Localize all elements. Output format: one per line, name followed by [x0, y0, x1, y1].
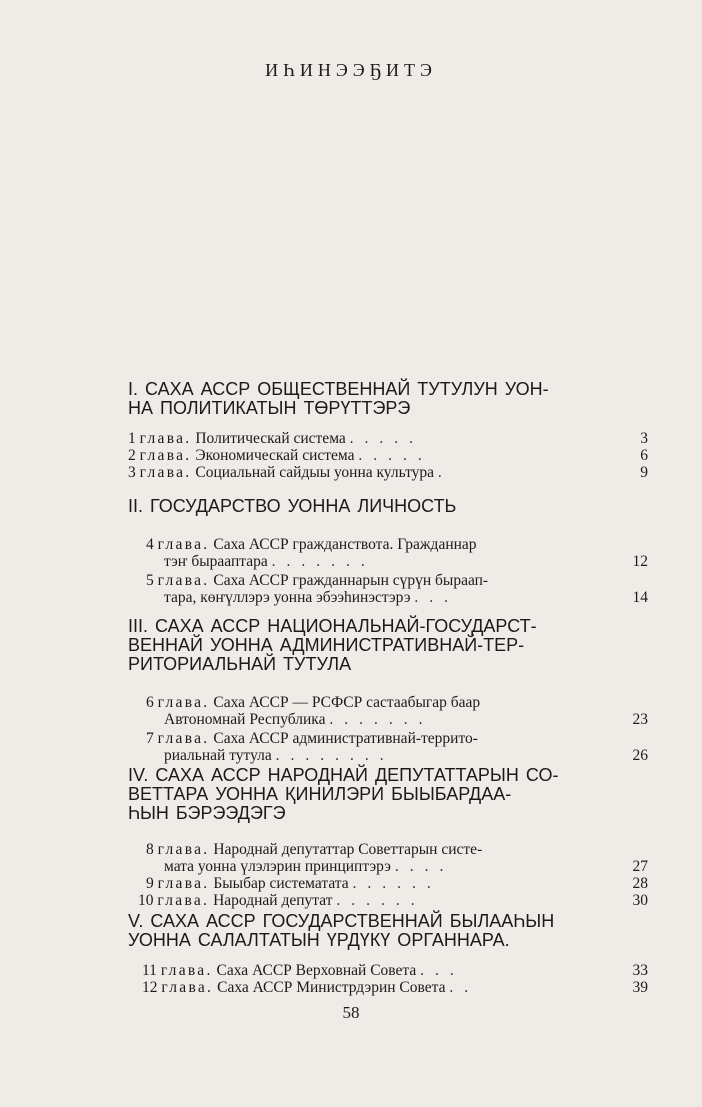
toc-entry[interactable]: 5 глава. Саха АССР гражданнарын сүрүн быраап- тара, көҥүллэрэ уонна эбээһинэстэрэ ... 14	[146, 572, 648, 606]
toc-page-number: 6	[640, 447, 648, 464]
toc-page-number: 23	[632, 711, 648, 728]
toc-page-number: 39	[632, 979, 648, 996]
section-5-heading: V. САХА АССР ГОСУДАРСТВЕННАЙ БЫЛААҺЫН УОННА САЛАЛТАТЫН ҮРДҮКҮ ОРГАННАРА.	[128, 911, 555, 950]
toc-entry[interactable]: 10 глава. Народнай депутат ...... 30	[138, 892, 648, 909]
section-5	[128, 912, 648, 996]
toc-entry[interactable]: 12 глава. Саха АССР Министрдэрин Совета .. 39	[142, 979, 648, 996]
section-1	[128, 380, 648, 481]
toc-page-number: 33	[632, 962, 648, 979]
toc-entry[interactable]: 2 глава. Экономическай система ..... 6	[128, 447, 648, 464]
toc-page-number: 12	[632, 553, 648, 570]
toc-page-number: 30	[632, 892, 648, 909]
section-4	[128, 766, 648, 909]
toc-entry[interactable]: 11 глава. Саха АССР Верховнай Совета ... 33	[142, 962, 648, 979]
section-1-heading: I. САХА АССР ОБЩЕСТВЕННАЙ ТУТУЛУН УОН- НА ПОЛИТИКАТЫН ТӨРҮТТЭРЭ	[128, 379, 549, 418]
section-2	[128, 497, 648, 606]
toc-page-number: 14	[632, 589, 648, 606]
toc-entry[interactable]: 9 глава. Быыбар систематата ...... 28	[146, 875, 648, 892]
toc-entry[interactable]: 8 глава. Народнай депутаттар Советтарын систе- мата уонна үлэлэрин принциптэрэ .... 27	[146, 841, 648, 875]
section-4-heading: IV. САХА АССР НАРОДНАЙ ДЕПУТАТТАРЫН СО- ВЕТТАРА УОННА ҚИНИЛЭРИ БЫЫБАРДАА- ҺЫН БЭРЭЭДЭГЭ	[128, 765, 559, 823]
toc-entry[interactable]: 4 глава. Саха АССР гражданствота. Гражданнар тэҥ бырааптара ....... 12	[146, 536, 648, 570]
section-3	[128, 617, 648, 764]
page-title: ИҺИНЭЭҔИТЭ	[265, 60, 437, 80]
toc-entry[interactable]: 3 глава. Социальнай сайдыы уонна культура . 9	[128, 464, 648, 481]
section-2-entries	[128, 536, 648, 606]
section-2-heading: II. ГОСУДАРСТВО УОННА ЛИЧНОСТЬ	[128, 496, 457, 516]
toc-page-number: 3	[640, 430, 648, 447]
toc-page-number: 27	[632, 858, 648, 875]
toc-entry[interactable]: 7 глава. Саха АССР административнай-террито- риальнай тутула ........ 26	[146, 730, 648, 764]
toc-page-number: 28	[632, 875, 648, 892]
page-number: 58	[342, 1003, 360, 1022]
toc-entry[interactable]: 1 глава. Политическай система ..... 3	[128, 430, 648, 447]
section-3-entries	[128, 694, 648, 764]
section-5-entries	[128, 962, 648, 996]
section-1-entries	[128, 430, 648, 481]
toc-page-number: 9	[640, 464, 648, 481]
section-4-entries	[128, 841, 648, 909]
section-3-heading: III. САХА АССР НАЦИОНАЛЬНАЙ-ГОСУДАРСТ- ВЕННАЙ УОННА АДМИНИСТРАТИВНАЙ-ТЕР- РИТОРИАЛЬНАЙ ТУТУЛА	[128, 616, 537, 674]
toc-entry[interactable]: 6 глава. Саха АССР — РСФСР састаабыгар баар Автономнай Республика ....... 23	[146, 694, 648, 728]
toc-page-number: 26	[632, 747, 648, 764]
